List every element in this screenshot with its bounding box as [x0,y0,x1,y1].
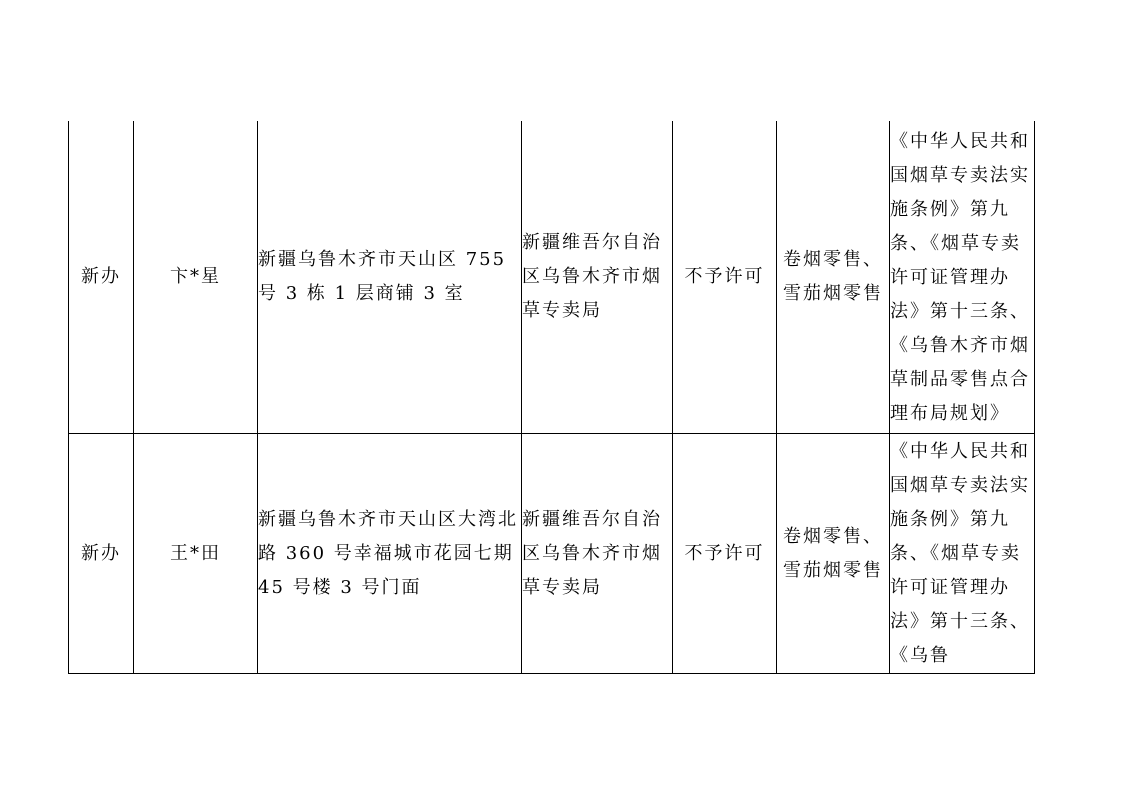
business-address-cell: 新疆乌鲁木齐市天山区大湾北路 360 号幸福城市花园七期 45 号楼 3 号门面 [258,434,522,674]
business-address-cell: 新疆乌鲁木齐市天山区 755 号 3 栋 1 层商铺 3 室 [258,121,522,434]
issuing-authority-cell: 新疆维吾尔自治区乌鲁木齐市烟草专卖局 [522,121,673,434]
business-scope-cell: 卷烟零售、雪茄烟零售 [777,121,890,434]
issuing-authority-cell: 新疆维吾尔自治区乌鲁木齐市烟草专卖局 [522,434,673,674]
decision-cell: 不予许可 [673,434,777,674]
legal-basis-cell: 《中华人民共和国烟草专卖法实施条例》第九条、《烟草专卖许可证管理办法》第十三条、《乌鲁 [890,434,1035,674]
business-scope-cell: 卷烟零售、雪茄烟零售 [777,434,890,674]
applicant-name-cell: 卞*星 [134,121,258,434]
application-type-cell: 新办 [69,121,134,434]
table-row [69,434,1035,674]
applicant-name-cell: 王*田 [134,434,258,674]
table-row [69,121,1035,434]
decision-cell: 不予许可 [673,121,777,434]
license-decision-table [68,121,1035,674]
legal-basis-cell: 《中华人民共和国烟草专卖法实施条例》第九条、《烟草专卖许可证管理办法》第十三条、《乌鲁木齐市烟草制品零售点合理布局规划》 [890,121,1035,434]
application-type-cell: 新办 [69,434,134,674]
